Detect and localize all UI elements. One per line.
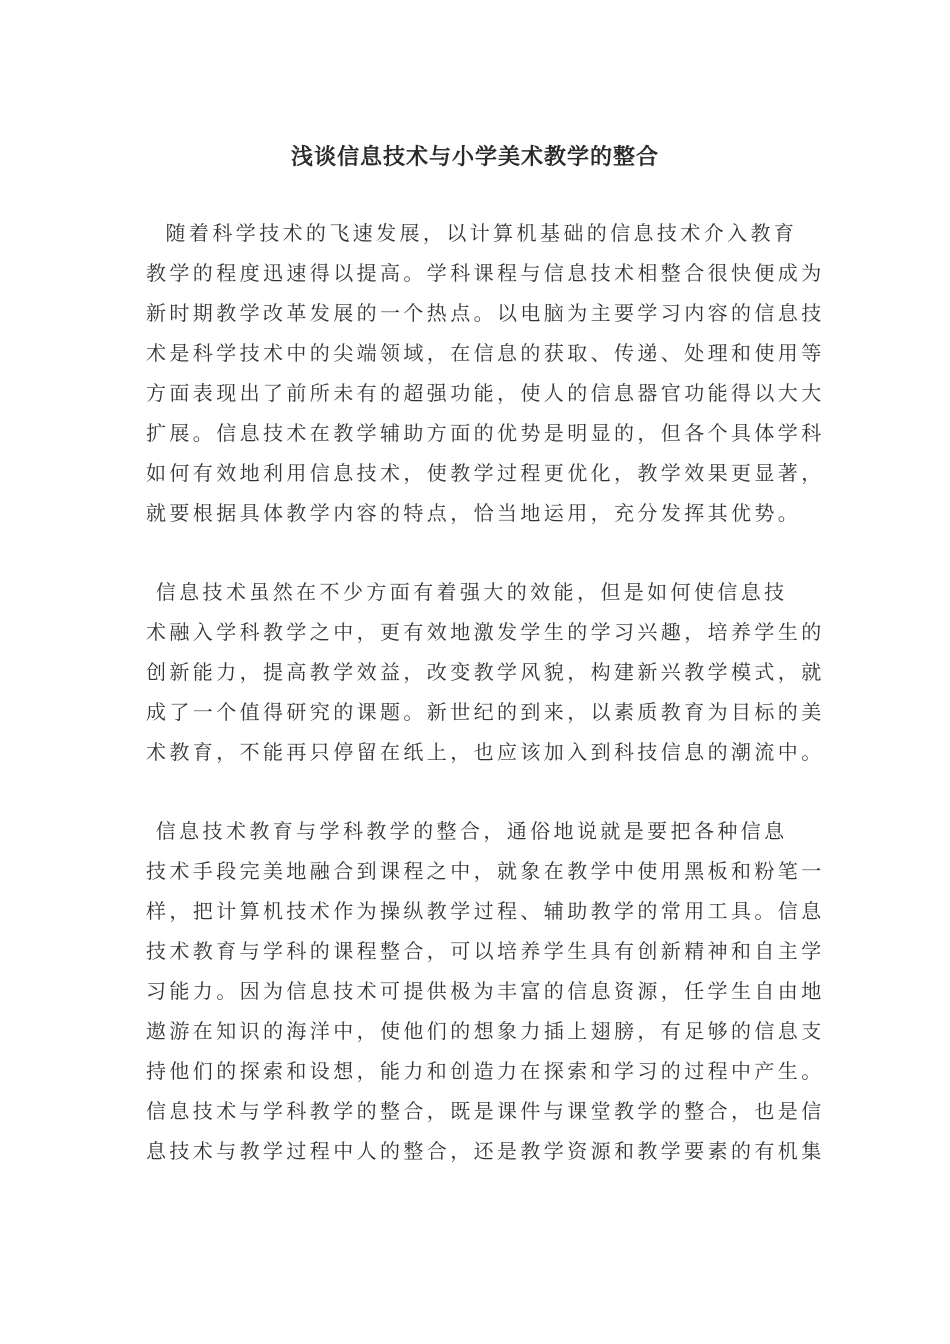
paragraph-3 [146,811,825,1171]
paragraph-line: 术教育，不能再只停留在纸上，也应该加入到科技信息的潮流中。 [146,740,825,764]
paragraph-line: 就要根据具体教学内容的特点，恰当地运用，充分发挥其优势。 [146,501,802,525]
paragraph-line: 信息技术与学科教学的整合，既是课件与课堂教学的整合，也是信 [146,1099,825,1123]
paragraph-line: 教学的程度迅速得以提高。学科课程与信息技术相整合很快便成为 [146,261,825,285]
paragraph-line: 扩展。信息技术在教学辅助方面的优势是明显的，但各个具体学科 [146,421,825,445]
paragraph-line: 息技术与教学过程中人的整合，还是教学资源和教学要素的有机集 [146,1139,825,1163]
paragraph-line: 术融入学科教学之中，更有效地激发学生的学习兴趣，培养学生的 [146,620,825,644]
paragraph-line: 样，把计算机技术作为操纵教学过程、辅助教学的常用工具。信息 [146,899,825,923]
paragraph-line: 方面表现出了前所未有的超强功能，使人的信息器官功能得以大大 [146,381,825,405]
paragraph-2 [146,572,825,772]
paragraph-line: 术是科学技术中的尖端领域，在信息的获取、传递、处理和使用等 [146,341,825,365]
paragraph-line: 技术教育与学科的课程整合，可以培养学生具有创新精神和自主学 [146,939,825,963]
paragraph-line: 遨游在知识的海洋中，使他们的想象力插上翅膀，有足够的信息支 [146,1019,825,1043]
paragraph-line: 随着科学技术的飞速发展，以计算机基础的信息技术介入教育 [146,221,798,245]
paragraph-1 [146,213,825,533]
paragraph-line: 成了一个值得研究的课题。新世纪的到来，以素质教育为目标的美 [146,700,825,724]
paragraph-line: 创新能力，提高教学效益，改变教学风貌，构建新兴教学模式，就 [146,660,825,684]
paragraph-line: 如何有效地利用信息技术，使教学过程更优化，教学效果更显著， [146,461,825,485]
document-title: 浅谈信息技术与小学美术教学的整合 [290,145,659,170]
document-body [146,213,825,1171]
paragraph-line: 信息技术虽然在不少方面有着强大的效能，但是如何使信息技 [146,580,788,604]
paragraph-line: 技术手段完美地融合到课程之中，就象在教学中使用黑板和粉笔一 [146,859,825,883]
paragraph-line: 习能力。因为信息技术可提供极为丰富的信息资源，任学生自由地 [146,979,825,1003]
paragraph-line: 信息技术教育与学科教学的整合，通俗地说就是要把各种信息 [146,819,788,843]
paragraph-line: 持他们的探索和设想，能力和创造力在探索和学习的过程中产生。 [146,1059,825,1083]
paragraph-line: 新时期教学改革发展的一个热点。以电脑为主要学习内容的信息技 [146,301,825,325]
